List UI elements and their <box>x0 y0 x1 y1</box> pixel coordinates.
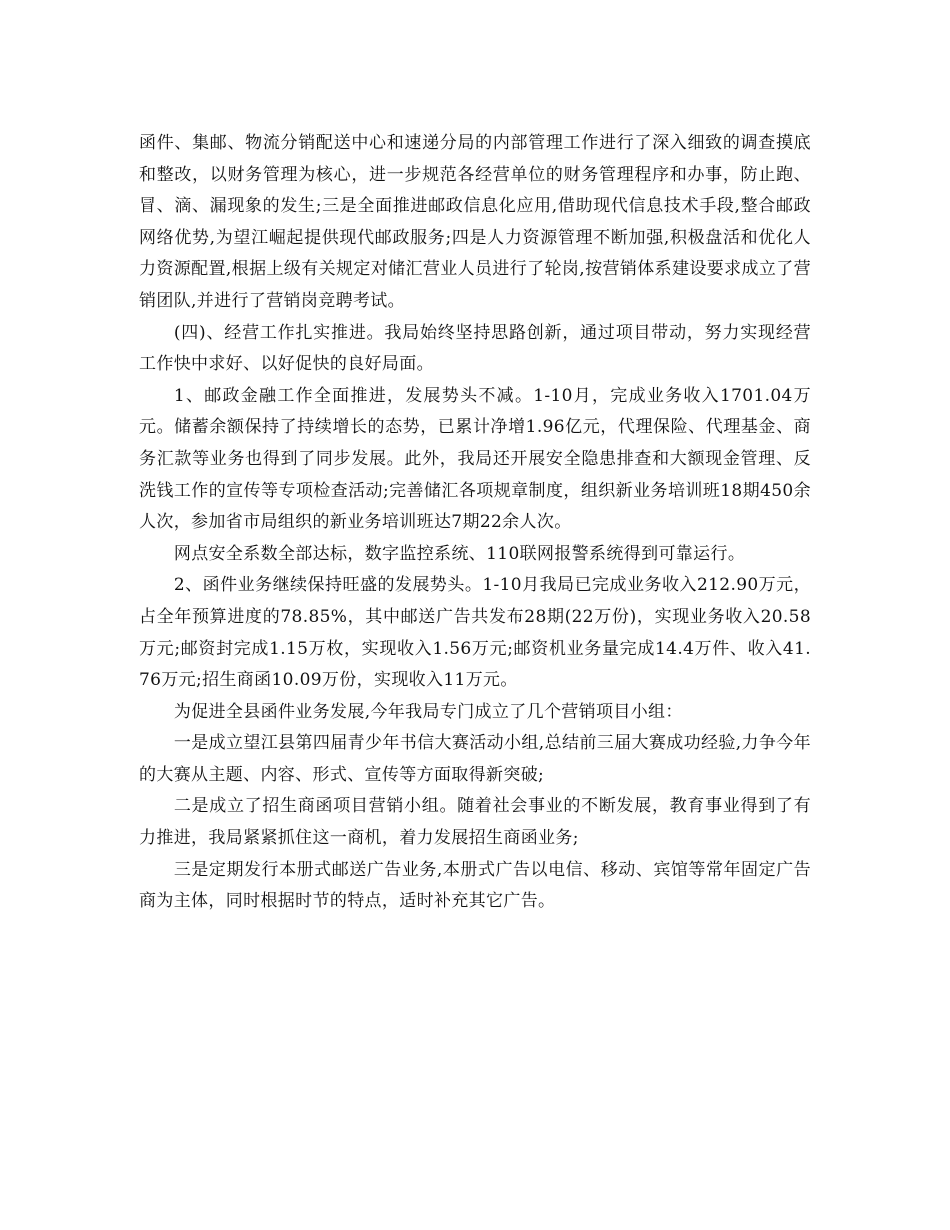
paragraph-7: 一是成立望江县第四届青少年书信大赛活动小组,总结前三届大赛成功经验,力争今年的大赛从主题、内容、形式、宣传等方面取得新突破; <box>139 733 811 785</box>
paragraph-5: 2、函件业务继续保持旺盛的发展势头。1-10月我局已完成业务收入212.90万元，占全年预算进度的78.85%，其中邮送广告共发布28期(22万份)，实现业务收入20.58万元;邮资封完成1.15万枚，实现收入1.56万元;邮资机业务量完成14.4万件、收入41.76万元;招生商函10.09万份，实现收入11万元。 <box>139 575 811 691</box>
paragraph-2: (四)、经营工作扎实推进。我局始终坚持思路创新，通过项目带动，努力实现经营工作快中求好、以好促快的良好局面。 <box>139 322 811 375</box>
paragraph-4: 网点安全系数全部达标，数字监控系统、110联网报警系统得到可靠运行。 <box>173 543 746 564</box>
document-page <box>139 128 811 918</box>
paragraph-3: 1、邮政金融工作全面推进，发展势头不减。1-10月，完成业务收入1701.04万元。储蓄余额保持了持续增长的态势，已累计净增1.96亿元，代理保险、代理基金、商务汇款等业务也得到了同步发展。此外，我局还开展安全隐患排查和大额现金管理、反洗钱工作的宣传等专项检查活动;完善储汇各项规章制度，组织新业务培训班18期450余人次，参加省市局组织的新业务培训班达7期22余人次。 <box>139 385 811 533</box>
paragraph-8: 二是成立了招生商函项目营销小组。随着社会事业的不断发展，教育事业得到了有力推进，我局紧紧抓住这一商机，着力发展招生商函业务; <box>139 796 811 849</box>
paragraph-9: 三是定期发行本册式邮送广告业务,本册式广告以电信、移动、宾馆等常年固定广告商为主体，同时根据时节的特点，适时补充其它广告。 <box>139 859 811 912</box>
paragraph-6: 为促进全县函件业务发展,今年我局专门成立了几个营销项目小组： <box>173 701 683 722</box>
paragraph-1: 函件、集邮、物流分销配送中心和速递分局的内部管理工作进行了深入细致的调查摸底和整改，以财务管理为核心，进一步规范各经营单位的财务管理程序和办事，防止跑、冒、滴、漏现象的发生;三是全面推进邮政信息化应用,借助现代信息技术手段,整合邮政网络优势,为望江崛起提供现代邮政服务;四是人力资源管理不断加强,积极盘活和优化人力资源配置,根据上级有关规定对储汇营业人员进行了轮岗,按营销体系建设要求成立了营销团队,并进行了营销岗竞聘考试。 <box>139 133 811 311</box>
